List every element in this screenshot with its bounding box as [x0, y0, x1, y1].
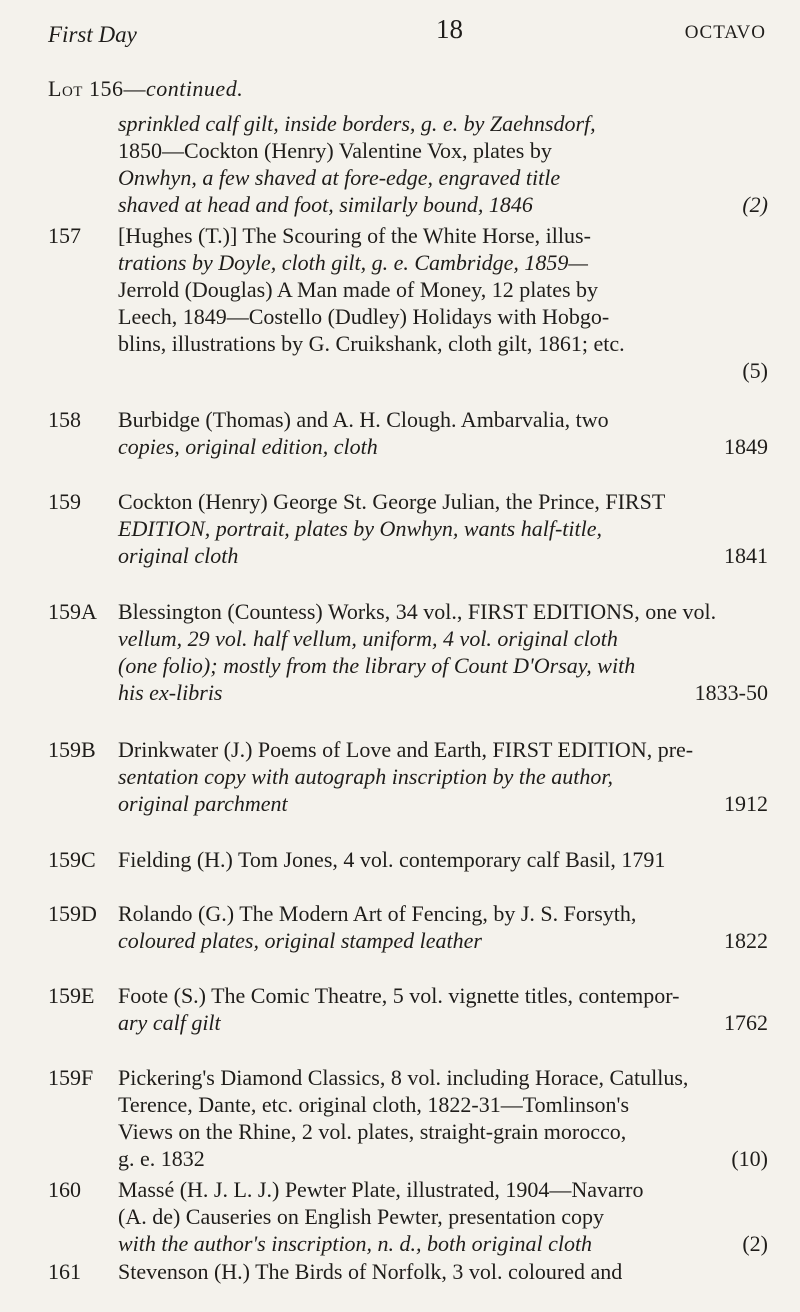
entry-line: Burbidge (Thomas) and A. H. Clough. Ambarvalia, two	[118, 407, 609, 432]
lot-number: 159A	[48, 599, 97, 624]
entry-tail: (2)	[742, 1231, 768, 1256]
entry-line: ary calf gilt 1762	[118, 1010, 768, 1035]
entry-line: vellum, 29 vol. half vellum, uniform, 4 vol. original cloth	[118, 626, 618, 651]
lot-number: 159F	[48, 1065, 94, 1090]
lot-number: 158	[48, 407, 81, 432]
entry-line: trations by Doyle, cloth gilt, g. e. Cambridge, 1859—	[118, 250, 588, 275]
lot-continued: continued.	[145, 76, 244, 101]
lot-number: 156—	[88, 76, 146, 101]
entry-line: g. e. 1832 (10)	[118, 1146, 768, 1171]
entry-line: (A. de) Causeries on English Pewter, presentation copy	[118, 1204, 605, 1229]
lot-entry-157	[48, 222, 768, 384]
entry-line: sentation copy with autograph inscription by the author,	[118, 764, 613, 789]
lot-label: Lot	[48, 76, 83, 101]
entry-tail: 1822	[724, 928, 768, 953]
lot-entry-160	[48, 1176, 768, 1257]
entry-line: with the author's inscription, n. d., both original cloth (2)	[118, 1231, 768, 1256]
entry-line: Blessington (Countess) Works, 34 vol., FIRST EDITIONS, one vol.	[118, 599, 717, 624]
page-number: 18	[436, 14, 463, 44]
entry-tail: 1912	[724, 791, 768, 816]
entry-line: Fielding (H.) Tom Jones, 4 vol. contemporary calf Basil, 1791	[118, 847, 666, 872]
lot-entry-159a	[48, 598, 768, 706]
entry-line: Leech, 1849—Costello (Dudley) Holidays with Hobgo-	[118, 304, 610, 329]
lot-entry-159	[48, 488, 768, 569]
lot-entry-156	[48, 110, 768, 218]
lot-number: 160	[48, 1177, 81, 1202]
entry-tail: 1841	[724, 543, 768, 568]
entry-line: Onwhyn, a few shaved at fore-edge, engraved title	[118, 165, 561, 190]
entry-line: Terence, Dante, etc. original cloth, 1822-31—Tomlinson's	[118, 1092, 630, 1117]
lot-number: 161	[48, 1259, 81, 1284]
entry-line: Massé (H. J. L. J.) Pewter Plate, illustrated, 1904—Navarro	[118, 1177, 644, 1202]
page-header	[48, 14, 766, 54]
entry-line: sprinkled calf gilt, inside borders, g. e. by Zaehnsdorf,	[118, 111, 596, 136]
lot-entry-159d	[48, 900, 768, 954]
entry-line: original parchment 1912	[118, 791, 768, 816]
lot-entry-159b	[48, 736, 768, 817]
entry-tail: 1833-50	[694, 680, 768, 705]
entry-line: Views on the Rhine, 2 vol. plates, straight-grain morocco,	[118, 1119, 627, 1144]
entry-line: Cockton (Henry) George St. George Julian, the Prince, FIRST	[118, 489, 666, 514]
entry-tail: (2)	[742, 192, 768, 217]
entry-tail: 1762	[724, 1010, 768, 1035]
entry-line: blins, illustrations by G. Cruikshank, cloth gilt, 1861; etc.	[118, 331, 625, 356]
entry-line: his ex-libris 1833-50	[118, 680, 768, 705]
entry-line: Drinkwater (J.) Poems of Love and Earth, FIRST EDITION, pre-	[118, 737, 694, 762]
lot-heading	[48, 76, 243, 102]
lot-number: 159C	[48, 847, 96, 872]
lot-number: 159D	[48, 901, 97, 926]
entry-line: Jerrold (Douglas) A Man made of Money, 12 plates by	[118, 277, 599, 302]
lot-entry-159e	[48, 982, 768, 1036]
entry-line: Pickering's Diamond Classics, 8 vol. including Horace, Catullus,	[118, 1065, 689, 1090]
lot-number: 159	[48, 489, 81, 514]
lot-entry-158	[48, 406, 768, 460]
entry-tail: 1849	[724, 434, 768, 459]
running-head-right: OCTAVO	[684, 22, 766, 43]
entry-line: Foote (S.) The Comic Theatre, 5 vol. vignette titles, contempor-	[118, 983, 680, 1008]
entry-tail: (5)	[742, 358, 768, 383]
entry-line	[118, 357, 768, 384]
lot-entry-159c	[48, 846, 768, 873]
entry-line: shaved at head and foot, similarly bound, 1846 (2)	[118, 192, 768, 217]
entry-line: EDITION, portrait, plates by Onwhyn, wants half-title,	[118, 516, 602, 541]
entry-tail: (10)	[731, 1146, 768, 1171]
lot-entry-159f	[48, 1064, 768, 1172]
entry-line: copies, original edition, cloth 1849	[118, 434, 768, 459]
lot-number: 159E	[48, 983, 95, 1008]
entry-line: 1850—Cockton (Henry) Valentine Vox, plates by	[118, 138, 552, 163]
entry-line: coloured plates, original stamped leather 1822	[118, 928, 768, 953]
entry-line: Rolando (G.) The Modern Art of Fencing, by J. S. Forsyth,	[118, 901, 637, 926]
entry-line: Stevenson (H.) The Birds of Norfolk, 3 vol. coloured and	[118, 1259, 623, 1284]
lot-number: 157	[48, 223, 81, 248]
entry-line: (one folio); mostly from the library of Count D'Orsay, with	[118, 653, 636, 678]
lot-entry-161	[48, 1258, 768, 1285]
lot-number: 159B	[48, 737, 96, 762]
running-head-left: First Day	[48, 22, 137, 47]
entry-line: [Hughes (T.)] The Scouring of the White Horse, illus-	[118, 223, 591, 248]
entry-line: original cloth 1841	[118, 543, 768, 568]
